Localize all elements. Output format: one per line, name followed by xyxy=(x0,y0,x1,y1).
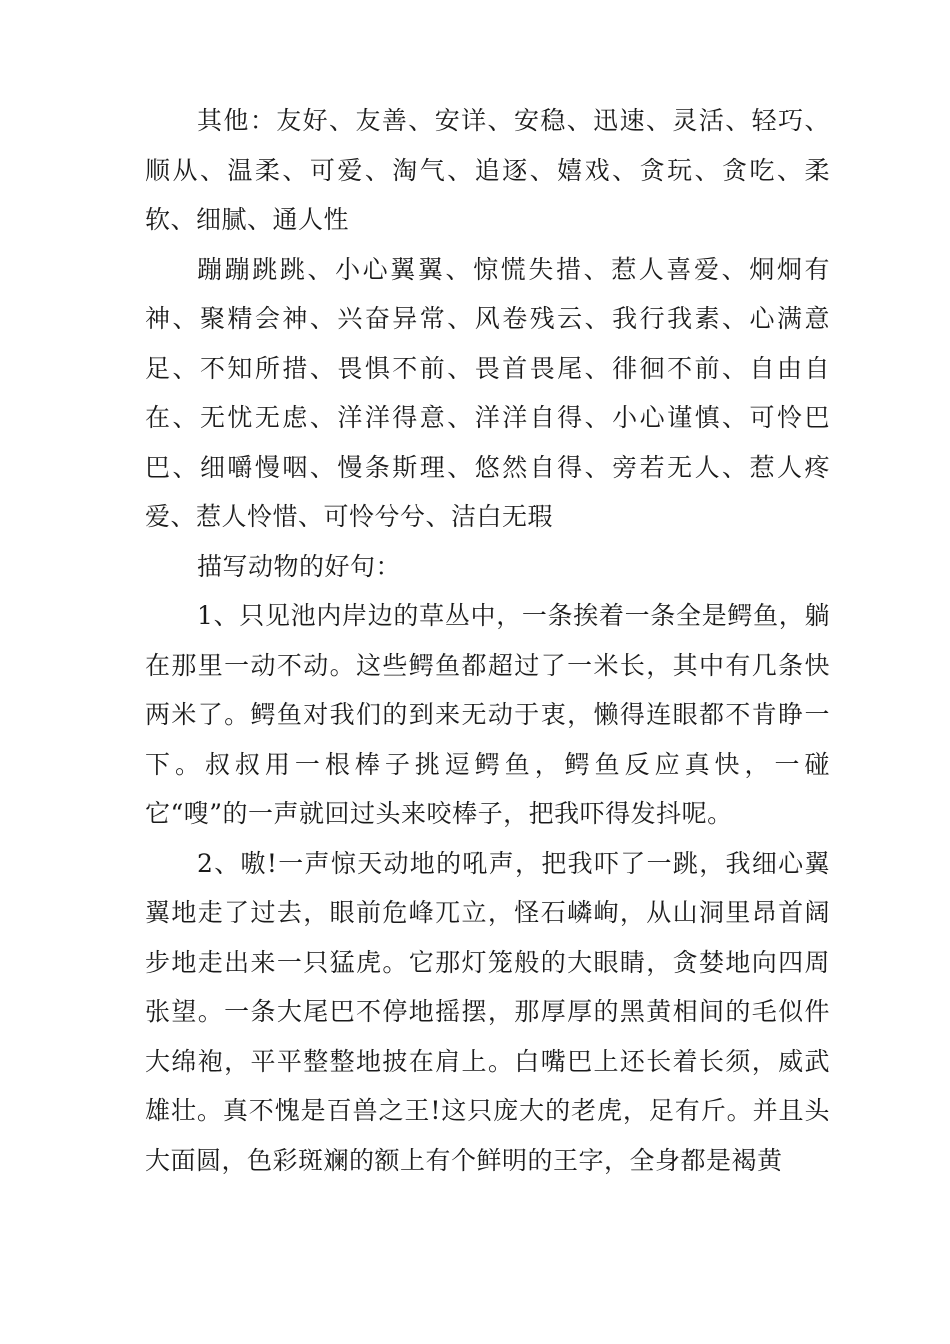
paragraph-idioms: 蹦蹦跳跳、小心翼翼、惊慌失措、惹人喜爱、炯炯有神、聚精会神、兴奋异常、风卷残云、我行我素、心满意足、不知所措、畏惧不前、畏首畏尾、徘徊不前、自由自在、无忧无虑、洋洋得意、洋洋自得、小心谨慎、可怜巴巴、细嚼慢咽、慢条斯理、悠然自得、旁若无人、惹人疼爱、惹人怜惜、可怜兮兮、洁白无瑕 xyxy=(145,254,830,531)
paragraph-other-words: 其他：友好、友善、安详、安稳、迅速、灵活、轻巧、顺从、温柔、可爱、淘气、追逐、嬉戏、贪玩、贪吃、柔软、细腻、通人性 xyxy=(145,106,830,234)
document-body xyxy=(145,96,830,1185)
paragraph-sentence-1: 1、只见池内岸边的草丛中，一条挨着一条全是鳄鱼，躺在那里一动不动。这些鳄鱼都超过了一米长，其中有几条快两米了。鳄鱼对我们的到来无动于衷，懒得连眼都不肯睁一下。叔叔用一根棒子挑逗鳄鱼，鳄鱼反应真快，一碰它“嗖”的一声就回过头来咬棒子，把我吓得发抖呢。 xyxy=(145,601,830,828)
paragraph-sentence-2: 2、嗷!一声惊天动地的吼声，把我吓了一跳，我细心翼翼地走了过去，眼前危峰兀立，怪石嶙峋，从山洞里昂首阔步地走出来一只猛虎。它那灯笼般的大眼睛，贪婪地向四周张望。一条大尾巴不停地摇摆，那厚厚的黑黄相间的毛似件大绵袍，平平整整地披在肩上。白嘴巴上还长着长须，威武雄壮。真不愧是百兽之王!这只庞大的老虎，足有斤。并且头大面圆，色彩斑斓的额上有个鲜明的王字，全身都是褐黄 xyxy=(145,848,830,1175)
paragraph-heading-good-sentences: 描写动物的好句： xyxy=(197,551,402,581)
